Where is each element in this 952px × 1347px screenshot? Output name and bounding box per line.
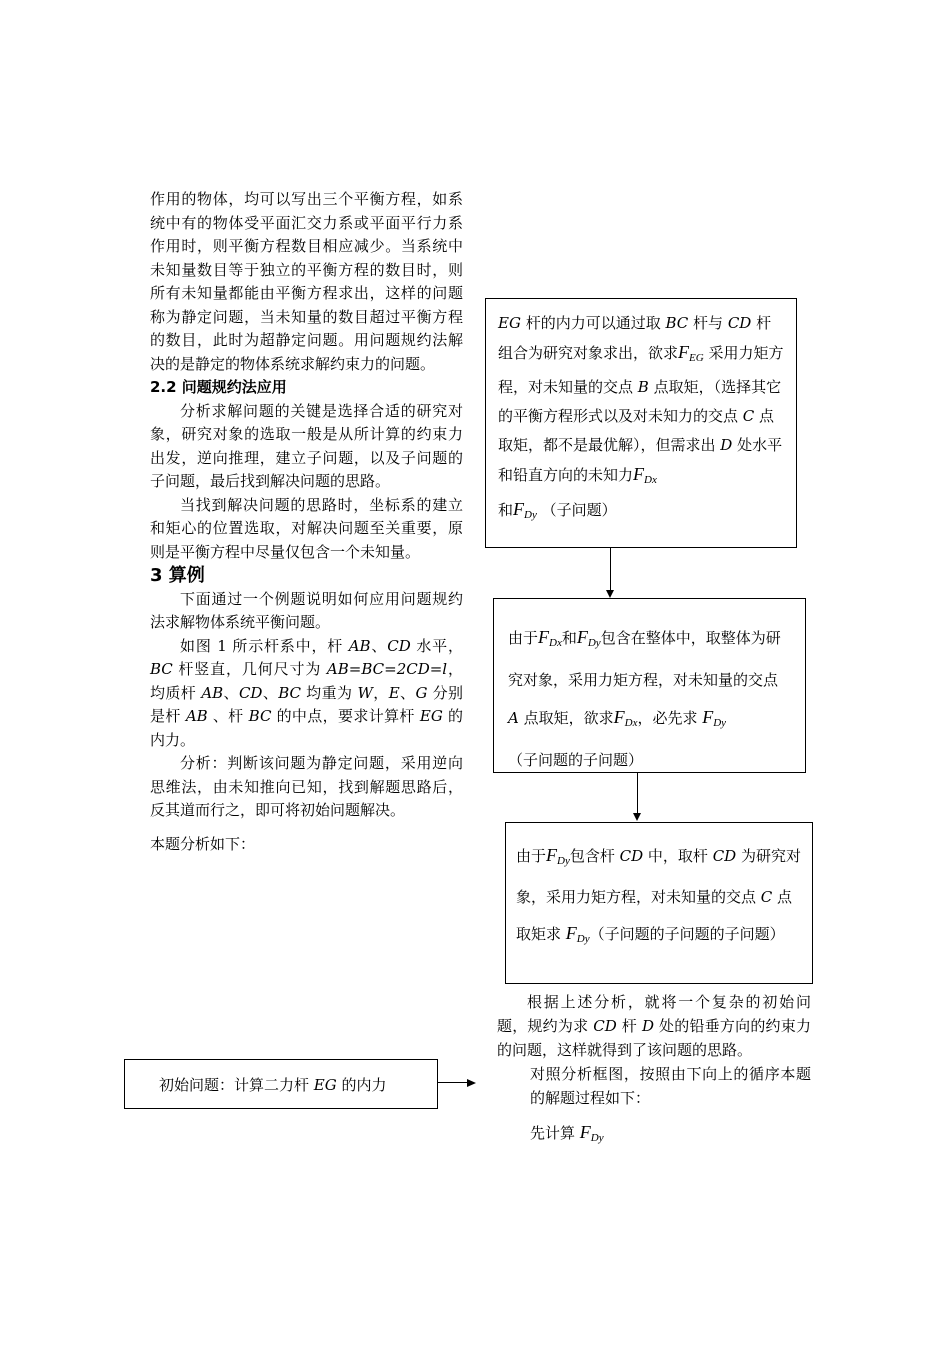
paragraph: 当找到解决问题的思路时，坐标系的建立和矩心的位置选取，对解决问题至关重要，原则是平衡方程中尽量仅包含一个未知量。 xyxy=(150,495,463,561)
flowchart-box-subproblem xyxy=(485,298,797,548)
arrow-down-icon xyxy=(633,813,641,821)
flowchart-box-sub-sub-subproblem xyxy=(505,822,813,984)
paragraph: 对照分析框图，按照由下向上的循序本题的解题过程如下： xyxy=(530,1065,811,1107)
paragraph: 根据上述分析，就将一个复杂的初始问题，规约为求 CD 杆 D 处的铅垂方向的约束力的问题，这样就得到了该问题的思路。 xyxy=(497,993,811,1059)
box-text: EG 杆的内力可以通过取 BC 杆与 CD 杆组合为研究对象求出，欲求$F_{EG}$ 采用力矩方程，对未知量的交点 B 点取矩，（选择其它的平衡方程形式以及对未知力的交点 C 点取矩，都不是最优解），但需求出 D 处水平和铅直方向的未知力$F_{Dx}$ 和$F_{Dy}$ （子问题） xyxy=(498,314,784,521)
section-heading-2-2: 2.2 问题规约法应用 xyxy=(150,378,287,396)
flow-arrow-line xyxy=(610,548,611,591)
paragraph: 分析求解问题的关键是选择合适的研究对象，研究对象的选取一般是从所计算的约束力出发，逆向推理，建立子问题，以及子问题的子问题，最后找到解决问题的思路。 xyxy=(150,401,463,490)
flowchart-box-initial-problem xyxy=(124,1059,438,1109)
arrow-right-icon xyxy=(467,1079,476,1087)
paragraph: 下面通过一个例题说明如何应用问题规约法求解物体系统平衡问题。 xyxy=(150,589,463,631)
section-heading-3: 3 算例 xyxy=(150,565,205,586)
flow-arrow-line xyxy=(637,773,638,815)
paragraph: 先计算 $F_{Dy}$ xyxy=(530,1122,604,1144)
left-column xyxy=(150,188,463,856)
paragraph: 作用的物体，均可以写出三个平衡方程，如系统中有的物体受平面汇交力系或平面平行力系作用时，则平衡方程数目相应减少。当系统中未知量数目等于独立的平衡方程的数目时，则所有未知量都能由平衡方程求出，这样的问题称为静定问题，当未知量的数目超过平衡方程的数目，此时为超静定问题。用问题规约法解决的是静定的物体系统求解约束力的问题。 xyxy=(150,190,463,373)
box-text: 由于$F_{Dy}$包含杆 CD 中，取杆 CD 为研究对象，采用力矩方程，对未知量的交点 C 点取矩求 $F_{Dy}$（子问题的子问题的子问题） xyxy=(516,845,801,945)
paragraph: 本题分析如下： xyxy=(150,834,256,853)
arrow-down-icon xyxy=(606,590,614,598)
paragraph-problem-statement: 如图 1 所示杆系中，杆 AB、CD 水平，BC 杆竖直，几何尺寸为 AB=BC=2CD=l，均质杆 AB、CD、BC 均重为 W，E、G 分别是杆 AB 、杆 BC 的中点，要求计算杆 EG 的内力。 xyxy=(150,636,463,749)
flow-arrow-line xyxy=(438,1082,468,1083)
box-text: 由于$F_{Dx}$和$F_{Dy}$包含在整体中，取整体为研究对象，采用力矩方程，对未知量的交点 A 点取矩，欲求$F_{Dx}$，必先求 $F_{Dy}$ （子问题的子问题） xyxy=(508,627,781,769)
paragraph: 分析：判断该问题为静定问题，采用逆向思维法，由未知推向已知，找到解题思路后，反其道而行之，即可将初始问题解决。 xyxy=(150,754,463,819)
box-text: 初始问题：计算二力杆 EG 的内力 xyxy=(159,1076,387,1094)
right-column xyxy=(497,990,811,1150)
flowchart-box-sub-subproblem xyxy=(493,598,806,773)
